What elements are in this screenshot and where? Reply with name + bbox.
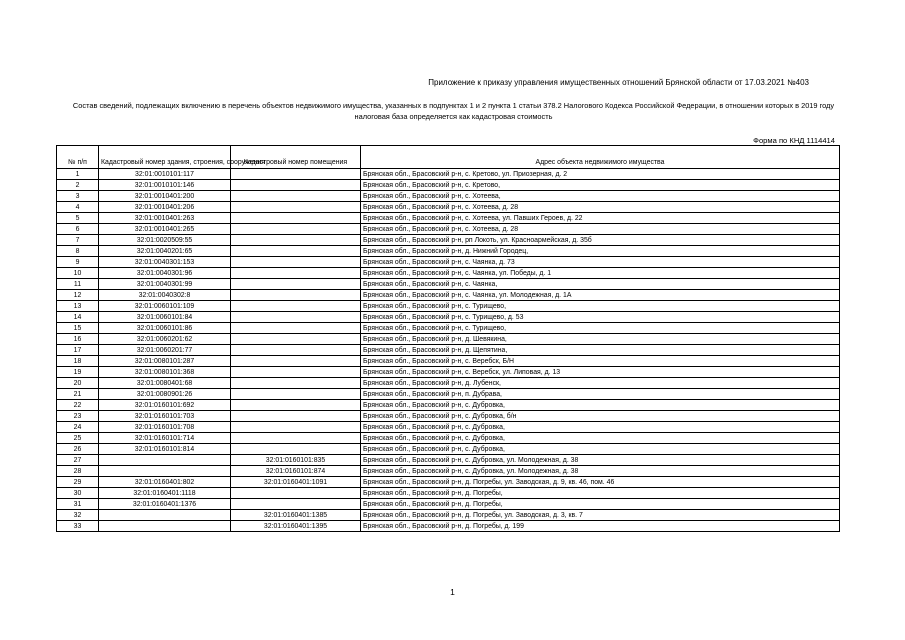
address-cell: Брянская обл., Брасовский р-н, с. Чаянка, ул. Молодежная, д. 1А (361, 290, 840, 301)
row-number-cell: 12 (57, 290, 99, 301)
premises-cadastral-cell (231, 444, 361, 455)
address-cell: Брянская обл., Брасовский р-н, с. Дубровка, ул. Молодежная, д. 38 (361, 455, 840, 466)
row-number-cell: 6 (57, 224, 99, 235)
premises-cadastral-cell (231, 246, 361, 257)
address-cell: Брянская обл., Брасовский р-н, с. Хотеева, д. 28 (361, 202, 840, 213)
premises-cadastral-cell (231, 323, 361, 334)
address-cell: Брянская обл., Брасовский р-н, с. Чаянка, (361, 279, 840, 290)
building-cadastral-cell: 32:01:0160101:692 (99, 400, 231, 411)
address-cell: Брянская обл., Брасовский р-н, д. Погребы, (361, 499, 840, 510)
building-cadastral-cell: 32:01:0060201:77 (99, 345, 231, 356)
premises-cadastral-cell: 32:01:0160401:1395 (231, 521, 361, 532)
building-cadastral-cell (99, 510, 231, 521)
row-number-cell: 31 (57, 499, 99, 510)
table-row (57, 246, 840, 257)
form-code: Форма по КНД 1114414 (753, 136, 835, 145)
address-cell: Брянская обл., Брасовский р-н, с. Турищево, д. 53 (361, 312, 840, 323)
premises-cadastral-cell (231, 180, 361, 191)
row-number-cell: 29 (57, 477, 99, 488)
address-cell: Брянская обл., Брасовский р-н, д. Нижний Городец, (361, 246, 840, 257)
row-number-cell: 16 (57, 334, 99, 345)
row-number-cell: 22 (57, 400, 99, 411)
table-row (57, 334, 840, 345)
building-cadastral-cell: 32:01:0060201:62 (99, 334, 231, 345)
table-row (57, 235, 840, 246)
building-cadastral-cell: 32:01:0060101:109 (99, 301, 231, 312)
table-row (57, 323, 840, 334)
address-cell: Брянская обл., Брасовский р-н, д. Погребы, ул. Заводская, д. 9, кв. 46, пом. 46 (361, 477, 840, 488)
table-row (57, 169, 840, 180)
premises-cadastral-cell (231, 422, 361, 433)
address-cell: Брянская обл., Брасовский р-н, с. Веребск, Б/Н (361, 356, 840, 367)
address-cell: Брянская обл., Брасовский р-н, с. Хотеева, д. 28 (361, 224, 840, 235)
address-cell: Брянская обл., Брасовский р-н, д. Шевякина, (361, 334, 840, 345)
table-row (57, 510, 840, 521)
row-number-cell: 5 (57, 213, 99, 224)
premises-cadastral-cell: 32:01:0160101:835 (231, 455, 361, 466)
premises-cadastral-cell (231, 235, 361, 246)
building-cadastral-cell: 32:01:0060101:86 (99, 323, 231, 334)
table-row (57, 422, 840, 433)
premises-cadastral-cell (231, 499, 361, 510)
address-cell: Брянская обл., Брасовский р-н, с. Турищево, (361, 323, 840, 334)
property-table (56, 145, 840, 532)
row-number-cell: 8 (57, 246, 99, 257)
building-cadastral-cell: 32:01:0010401:265 (99, 224, 231, 235)
building-cadastral-cell: 32:01:0010101:117 (99, 169, 231, 180)
address-cell: Брянская обл., Брасовский р-н, с. Чаянка, д. 73 (361, 257, 840, 268)
table-row (57, 213, 840, 224)
row-number-cell: 33 (57, 521, 99, 532)
premises-cadastral-cell: 32:01:0160401:1091 (231, 477, 361, 488)
row-number-cell: 24 (57, 422, 99, 433)
premises-cadastral-cell: 32:01:0160401:1385 (231, 510, 361, 521)
premises-cadastral-cell (231, 257, 361, 268)
address-cell: Брянская обл., Брасовский р-н, с. Дубровка, (361, 444, 840, 455)
address-cell: Брянская обл., Брасовский р-н, с. Хотеева, (361, 191, 840, 202)
address-cell: Брянская обл., Брасовский р-н, рп Локоть, ул. Красноармейская, д. 35б (361, 235, 840, 246)
address-cell: Брянская обл., Брасовский р-н, с. Дубровка, (361, 422, 840, 433)
table-row (57, 455, 840, 466)
premises-cadastral-cell (231, 488, 361, 499)
address-cell: Брянская обл., Брасовский р-н, с. Дубровка, б/н (361, 411, 840, 422)
premises-cadastral-cell (231, 224, 361, 235)
premises-cadastral-cell (231, 268, 361, 279)
building-cadastral-cell (99, 455, 231, 466)
address-cell: Брянская обл., Брасовский р-н, с. Кретово, ул. Приозерная, д. 2 (361, 169, 840, 180)
row-number-cell: 9 (57, 257, 99, 268)
row-number-cell: 1 (57, 169, 99, 180)
table-row (57, 290, 840, 301)
row-number-cell: 19 (57, 367, 99, 378)
address-cell: Брянская обл., Брасовский р-н, п. Дубрава, (361, 389, 840, 400)
building-cadastral-cell: 32:01:0010401:263 (99, 213, 231, 224)
premises-cadastral-cell (231, 356, 361, 367)
address-cell: Брянская обл., Брасовский р-н, с. Хотеева, ул. Павших Героев, д. 22 (361, 213, 840, 224)
table-row (57, 301, 840, 312)
table-row (57, 180, 840, 191)
column-header-number: № п/п (57, 146, 99, 169)
table-row (57, 367, 840, 378)
row-number-cell: 25 (57, 433, 99, 444)
building-cadastral-cell: 32:01:0160101:814 (99, 444, 231, 455)
building-cadastral-cell: 32:01:0040301:99 (99, 279, 231, 290)
building-cadastral-cell: 32:01:0020509:55 (99, 235, 231, 246)
address-cell: Брянская обл., Брасовский р-н, д. Лубенск, (361, 378, 840, 389)
address-cell: Брянская обл., Брасовский р-н, д. Погребы, (361, 488, 840, 499)
building-cadastral-cell (99, 466, 231, 477)
premises-cadastral-cell (231, 312, 361, 323)
table-row (57, 202, 840, 213)
row-number-cell: 11 (57, 279, 99, 290)
building-cadastral-cell: 32:01:0080101:368 (99, 367, 231, 378)
table-row (57, 257, 840, 268)
building-cadastral-cell: 32:01:0160401:802 (99, 477, 231, 488)
column-header-premises: Кадастровый номер помещения (231, 146, 361, 169)
table-body (57, 169, 840, 532)
premises-cadastral-cell (231, 345, 361, 356)
building-cadastral-cell: 32:01:0010401:206 (99, 202, 231, 213)
page-number: 1 (450, 587, 455, 597)
building-cadastral-cell: 32:01:0010101:146 (99, 180, 231, 191)
premises-cadastral-cell (231, 290, 361, 301)
premises-cadastral-cell (231, 389, 361, 400)
building-cadastral-cell (99, 521, 231, 532)
address-cell: Брянская обл., Брасовский р-н, с. Кретово, (361, 180, 840, 191)
table-row (57, 477, 840, 488)
premises-cadastral-cell (231, 213, 361, 224)
table-row (57, 312, 840, 323)
table-row (57, 378, 840, 389)
building-cadastral-cell: 32:01:0080901:26 (99, 389, 231, 400)
premises-cadastral-cell (231, 411, 361, 422)
table-row (57, 356, 840, 367)
building-cadastral-cell: 32:01:0010401:200 (99, 191, 231, 202)
row-number-cell: 23 (57, 411, 99, 422)
premises-cadastral-cell: 32:01:0160101:874 (231, 466, 361, 477)
table-row (57, 389, 840, 400)
table-row (57, 279, 840, 290)
row-number-cell: 2 (57, 180, 99, 191)
table-row (57, 345, 840, 356)
row-number-cell: 30 (57, 488, 99, 499)
premises-cadastral-cell (231, 301, 361, 312)
table-row (57, 224, 840, 235)
row-number-cell: 28 (57, 466, 99, 477)
row-number-cell: 10 (57, 268, 99, 279)
address-cell: Брянская обл., Брасовский р-н, с. Чаянка, ул. Победы, д. 1 (361, 268, 840, 279)
table-row (57, 521, 840, 532)
building-cadastral-cell: 32:01:0080101:287 (99, 356, 231, 367)
row-number-cell: 21 (57, 389, 99, 400)
address-cell: Брянская обл., Брасовский р-н, с. Дубровка, ул. Молодежная, д. 38 (361, 466, 840, 477)
table-header-row (57, 146, 840, 169)
building-cadastral-cell: 32:01:0160401:1376 (99, 499, 231, 510)
building-cadastral-cell: 32:01:0040302:8 (99, 290, 231, 301)
address-cell: Брянская обл., Брасовский р-н, с. Дубровка, (361, 400, 840, 411)
table-row (57, 466, 840, 477)
table-row (57, 191, 840, 202)
row-number-cell: 26 (57, 444, 99, 455)
row-number-cell: 17 (57, 345, 99, 356)
table-row (57, 499, 840, 510)
row-number-cell: 13 (57, 301, 99, 312)
row-number-cell: 27 (57, 455, 99, 466)
premises-cadastral-cell (231, 169, 361, 180)
address-cell: Брянская обл., Брасовский р-н, д. Погребы, ул. Заводская, д. 3, кв. 7 (361, 510, 840, 521)
premises-cadastral-cell (231, 400, 361, 411)
column-header-building: Кадастровый номер здания, строения, сооружения (99, 146, 231, 169)
address-cell: Брянская обл., Брасовский р-н, д. Щепятина, (361, 345, 840, 356)
building-cadastral-cell: 32:01:0040201:65 (99, 246, 231, 257)
table-row (57, 433, 840, 444)
building-cadastral-cell: 32:01:0160401:1118 (99, 488, 231, 499)
premises-cadastral-cell (231, 367, 361, 378)
premises-cadastral-cell (231, 433, 361, 444)
table-row (57, 268, 840, 279)
building-cadastral-cell: 32:01:0060101:84 (99, 312, 231, 323)
table-row (57, 488, 840, 499)
premises-cadastral-cell (231, 279, 361, 290)
row-number-cell: 15 (57, 323, 99, 334)
premises-cadastral-cell (231, 191, 361, 202)
row-number-cell: 4 (57, 202, 99, 213)
address-cell: Брянская обл., Брасовский р-н, с. Турищево, (361, 301, 840, 312)
row-number-cell: 32 (57, 510, 99, 521)
table-row (57, 411, 840, 422)
row-number-cell: 3 (57, 191, 99, 202)
row-number-cell: 20 (57, 378, 99, 389)
building-cadastral-cell: 32:01:0160101:714 (99, 433, 231, 444)
column-header-address: Адрес объекта недвижимого имущества (361, 146, 840, 169)
building-cadastral-cell: 32:01:0160101:708 (99, 422, 231, 433)
address-cell: Брянская обл., Брасовский р-н, с. Веребск, ул. Липовая, д. 13 (361, 367, 840, 378)
address-cell: Брянская обл., Брасовский р-н, с. Дубровка, (361, 433, 840, 444)
row-number-cell: 18 (57, 356, 99, 367)
document-title: Состав сведений, подлежащих включению в перечень объектов недвижимого имущества, указанных в подпунктах 1 и 2 пункта 1 статьи 378.2 Налогового Кодекса Российской Федерации, в отношении которых в 2019 году налоговая база определяется как кадастровая стоимость (72, 101, 835, 121)
row-number-cell: 14 (57, 312, 99, 323)
premises-cadastral-cell (231, 378, 361, 389)
row-number-cell: 7 (57, 235, 99, 246)
address-cell: Брянская обл., Брасовский р-н, д. Погребы, д. 199 (361, 521, 840, 532)
building-cadastral-cell: 32:01:0040301:153 (99, 257, 231, 268)
appendix-line: Приложение к приказу управления имущественных отношений Брянской области от 17.03.2021 №403 (428, 78, 809, 87)
premises-cadastral-cell (231, 202, 361, 213)
table-row (57, 400, 840, 411)
building-cadastral-cell: 32:01:0080401:68 (99, 378, 231, 389)
table-row (57, 444, 840, 455)
building-cadastral-cell: 32:01:0160101:703 (99, 411, 231, 422)
building-cadastral-cell: 32:01:0040301:96 (99, 268, 231, 279)
premises-cadastral-cell (231, 334, 361, 345)
